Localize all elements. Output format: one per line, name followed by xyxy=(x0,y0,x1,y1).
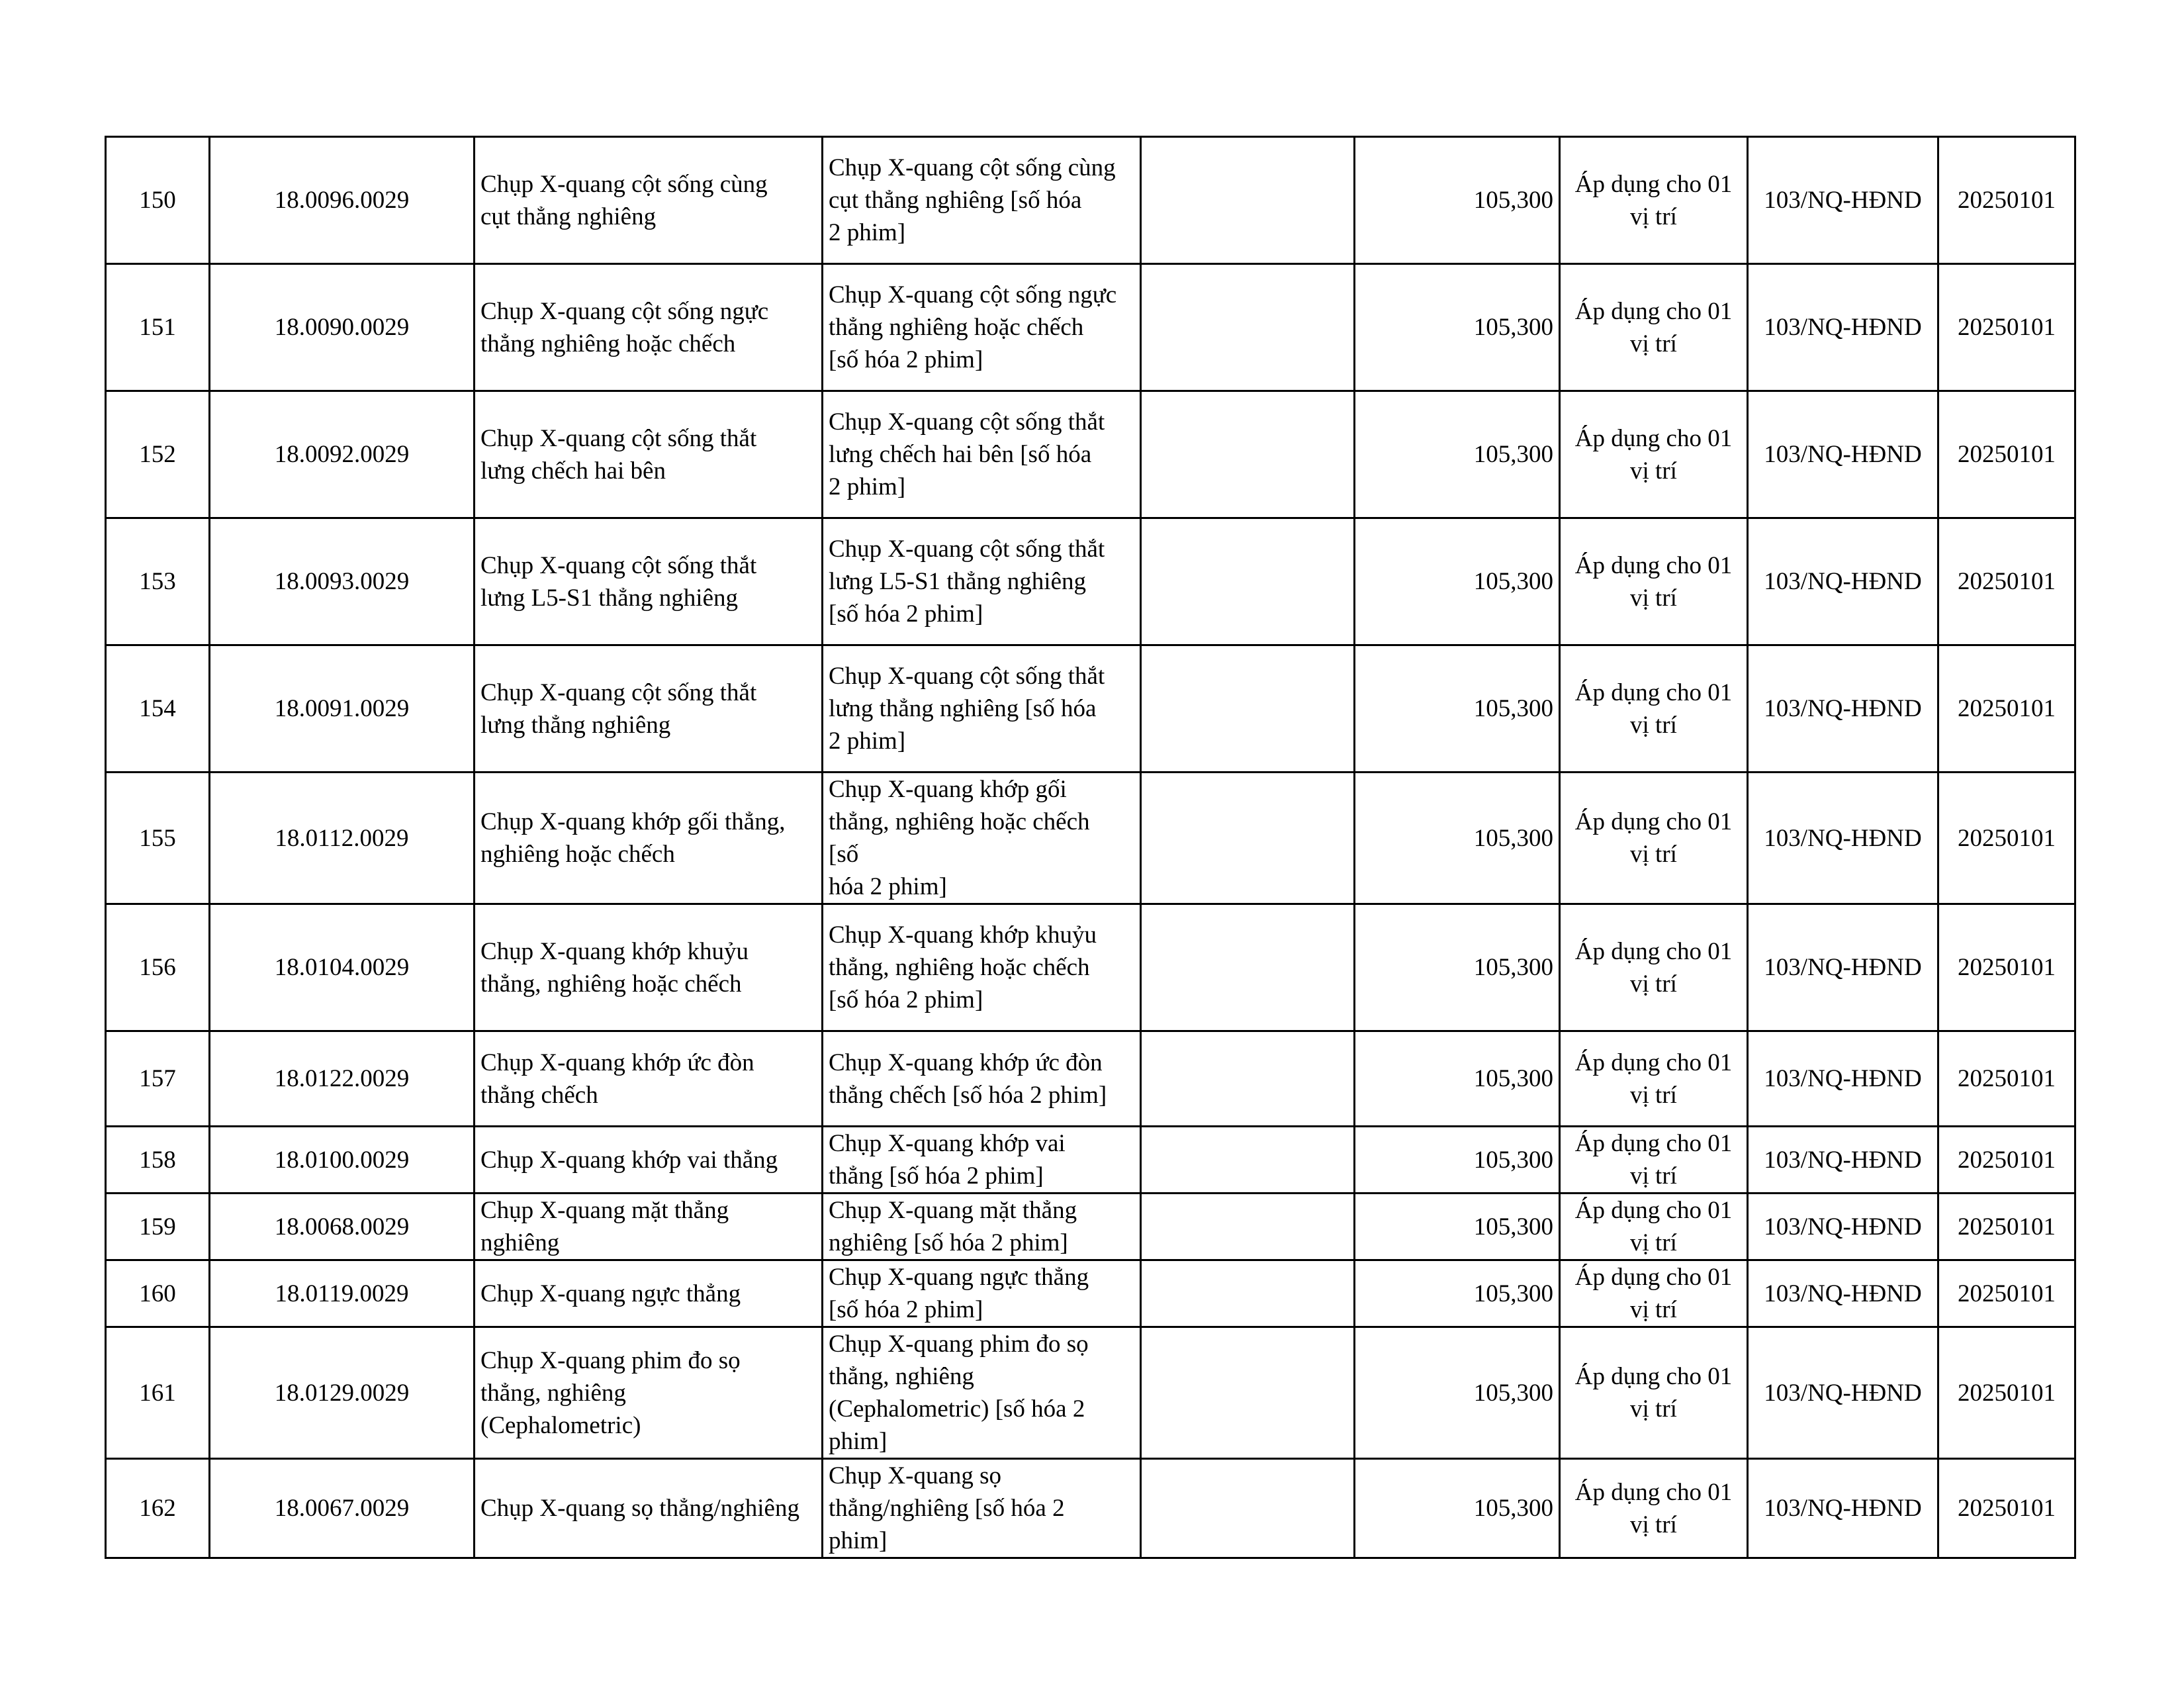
note-cell xyxy=(1560,773,1748,904)
price-cell xyxy=(1355,773,1560,904)
service-name-cell-text: Chụp X-quang khớp gối thẳng, nghiêng hoặc chếch xyxy=(480,808,786,868)
resolution-cell-text: 103/NQ-HĐND xyxy=(1764,1213,1922,1241)
effective-date-cell xyxy=(1938,904,2075,1031)
row-number-cell xyxy=(106,1194,210,1260)
empty-cell xyxy=(1141,1327,1355,1459)
service-description-cell-text: Chụp X-quang sọ thẳng/nghiêng [số hóa 2 phim] xyxy=(829,1462,1065,1554)
price-cell xyxy=(1355,518,1560,645)
row-number-cell xyxy=(106,1031,210,1127)
resolution-cell-text: 103/NQ-HĐND xyxy=(1764,1146,1922,1174)
effective-date-cell xyxy=(1938,518,2075,645)
resolution-cell xyxy=(1748,137,1938,264)
service-description-cell-text: Chụp X-quang cột sống thắt lưng chếch hai bên [số hóa 2 phim] xyxy=(829,408,1105,500)
effective-date-cell-text: 20250101 xyxy=(1958,441,2056,468)
row-number-cell xyxy=(106,1327,210,1459)
service-name-cell-text: Chụp X-quang khớp ức đòn thẳng chếch xyxy=(480,1049,754,1109)
effective-date-cell-text: 20250101 xyxy=(1958,187,2056,214)
resolution-cell xyxy=(1748,1127,1938,1194)
price-cell-text: 105,300 xyxy=(1473,314,1553,341)
price-cell-text: 105,300 xyxy=(1473,1495,1553,1522)
service-code-cell-text: 18.0067.0029 xyxy=(274,1495,410,1522)
note-cell-text: Áp dụng cho 01 vị trí xyxy=(1574,1049,1733,1109)
note-cell xyxy=(1560,1031,1748,1127)
table-row xyxy=(106,391,2075,518)
note-cell-text: Áp dụng cho 01 vị trí xyxy=(1574,551,1733,612)
empty-cell xyxy=(1141,773,1355,904)
service-code-cell xyxy=(210,1327,475,1459)
resolution-cell xyxy=(1748,1031,1938,1127)
service-name-cell xyxy=(475,1327,823,1459)
effective-date-cell xyxy=(1938,391,2075,518)
resolution-cell xyxy=(1748,264,1938,391)
service-name-cell xyxy=(475,391,823,518)
effective-date-cell-text: 20250101 xyxy=(1958,1065,2056,1092)
resolution-cell xyxy=(1748,518,1938,645)
service-description-cell-text: Chụp X-quang khớp ức đòn thẳng chếch [số hóa 2 phim] xyxy=(829,1049,1107,1109)
effective-date-cell xyxy=(1938,645,2075,773)
resolution-cell xyxy=(1748,1194,1938,1260)
price-cell-text: 105,300 xyxy=(1473,1146,1553,1174)
price-cell xyxy=(1355,1327,1560,1459)
service-name-cell-text: Chụp X-quang cột sống thắt lưng thẳng nghiêng xyxy=(480,679,757,739)
service-description-cell xyxy=(823,1127,1141,1194)
service-description-cell-text: Chụp X-quang mặt thẳng nghiêng [số hóa 2 phim] xyxy=(829,1197,1077,1256)
price-cell-text: 105,300 xyxy=(1473,1213,1553,1241)
price-table xyxy=(105,136,2076,1559)
effective-date-cell-text: 20250101 xyxy=(1958,1213,2056,1241)
price-cell xyxy=(1355,1260,1560,1327)
row-number-cell-text: 151 xyxy=(139,314,176,341)
resolution-cell xyxy=(1748,1459,1938,1558)
service-code-cell-text: 18.0093.0029 xyxy=(274,568,410,595)
note-cell-text: Áp dụng cho 01 vị trí xyxy=(1574,424,1733,485)
service-name-cell-text: Chụp X-quang phim đo sọ thẳng, nghiêng (Cephalometric) xyxy=(480,1346,741,1439)
service-name-cell xyxy=(475,1127,823,1194)
row-number-cell xyxy=(106,137,210,264)
effective-date-cell-text: 20250101 xyxy=(1958,1280,2056,1307)
table-row xyxy=(106,1031,2075,1127)
service-description-cell xyxy=(823,391,1141,518)
row-number-cell-text: 160 xyxy=(139,1280,176,1307)
service-description-cell-text: Chụp X-quang cột sống thắt lưng thẳng nghiêng [số hóa 2 phim] xyxy=(829,663,1105,755)
service-name-cell xyxy=(475,1459,823,1558)
resolution-cell xyxy=(1748,1327,1938,1459)
note-cell-text: Áp dụng cho 01 vị trí xyxy=(1574,937,1733,998)
service-code-cell-text: 18.0112.0029 xyxy=(275,824,409,852)
service-name-cell xyxy=(475,264,823,391)
empty-cell xyxy=(1141,518,1355,645)
row-number-cell xyxy=(106,1127,210,1194)
service-code-cell xyxy=(210,1127,475,1194)
price-cell xyxy=(1355,1031,1560,1127)
table-row xyxy=(106,1260,2075,1327)
row-number-cell-text: 157 xyxy=(139,1065,176,1092)
service-code-cell xyxy=(210,1031,475,1127)
resolution-cell-text: 103/NQ-HĐND xyxy=(1764,441,1922,468)
effective-date-cell xyxy=(1938,1260,2075,1327)
row-number-cell-text: 158 xyxy=(139,1146,176,1174)
effective-date-cell xyxy=(1938,773,2075,904)
service-name-cell-text: Chụp X-quang cột sống ngực thẳng nghiêng hoặc chếch xyxy=(480,297,769,357)
service-code-cell-text: 18.0096.0029 xyxy=(274,187,410,214)
effective-date-cell-text: 20250101 xyxy=(1958,568,2056,595)
note-cell xyxy=(1560,264,1748,391)
effective-date-cell-text: 20250101 xyxy=(1958,1146,2056,1174)
price-cell xyxy=(1355,1194,1560,1260)
empty-cell xyxy=(1141,391,1355,518)
resolution-cell-text: 103/NQ-HĐND xyxy=(1764,695,1922,722)
effective-date-cell xyxy=(1938,1127,2075,1194)
service-name-cell-text: Chụp X-quang cột sống cùng cụt thẳng nghiêng xyxy=(480,170,768,230)
service-code-cell xyxy=(210,137,475,264)
row-number-cell xyxy=(106,773,210,904)
price-cell-text: 105,300 xyxy=(1473,695,1553,722)
service-description-cell xyxy=(823,1031,1141,1127)
resolution-cell-text: 103/NQ-HĐND xyxy=(1764,1280,1922,1307)
row-number-cell-text: 156 xyxy=(139,954,176,981)
empty-cell xyxy=(1141,904,1355,1031)
table-row xyxy=(106,904,2075,1031)
resolution-cell-text: 103/NQ-HĐND xyxy=(1764,954,1922,981)
note-cell xyxy=(1560,391,1748,518)
table-row xyxy=(106,1194,2075,1260)
row-number-cell-text: 161 xyxy=(139,1379,176,1407)
service-code-cell-text: 18.0122.0029 xyxy=(274,1065,410,1092)
service-name-cell-text: Chụp X-quang cột sống thắt lưng chếch hai bên xyxy=(480,424,757,485)
service-code-cell xyxy=(210,1260,475,1327)
table-row xyxy=(106,1459,2075,1558)
effective-date-cell xyxy=(1938,1031,2075,1127)
service-description-cell-text: Chụp X-quang cột sống ngực thẳng nghiêng hoặc chếch [số hóa 2 phim] xyxy=(829,281,1117,373)
service-code-cell xyxy=(210,1459,475,1558)
service-description-cell xyxy=(823,1327,1141,1459)
service-code-cell xyxy=(210,1194,475,1260)
price-cell-text: 105,300 xyxy=(1473,187,1553,214)
service-name-cell xyxy=(475,1194,823,1260)
row-number-cell xyxy=(106,904,210,1031)
note-cell xyxy=(1560,1127,1748,1194)
effective-date-cell-text: 20250101 xyxy=(1958,1379,2056,1407)
effective-date-cell xyxy=(1938,264,2075,391)
service-code-cell-text: 18.0091.0029 xyxy=(274,695,410,722)
service-description-cell-text: Chụp X-quang khớp khuỷu thẳng, nghiêng hoặc chếch [số hóa 2 phim] xyxy=(829,921,1097,1013)
table-row xyxy=(106,518,2075,645)
service-description-cell-text: Chụp X-quang cột sống cùng cụt thẳng nghiêng [số hóa 2 phim] xyxy=(829,154,1116,246)
price-cell-text: 105,300 xyxy=(1473,1065,1553,1092)
row-number-cell xyxy=(106,1260,210,1327)
price-cell xyxy=(1355,1459,1560,1558)
service-code-cell-text: 18.0119.0029 xyxy=(275,1280,409,1307)
service-name-cell xyxy=(475,1260,823,1327)
service-code-cell xyxy=(210,645,475,773)
table-row xyxy=(106,137,2075,264)
service-code-cell xyxy=(210,391,475,518)
effective-date-cell-text: 20250101 xyxy=(1958,954,2056,981)
effective-date-cell xyxy=(1938,1194,2075,1260)
effective-date-cell-text: 20250101 xyxy=(1958,824,2056,852)
price-cell xyxy=(1355,1127,1560,1194)
row-number-cell-text: 152 xyxy=(139,441,176,468)
note-cell-text: Áp dụng cho 01 vị trí xyxy=(1574,1264,1733,1323)
effective-date-cell-text: 20250101 xyxy=(1958,314,2056,341)
resolution-cell-text: 103/NQ-HĐND xyxy=(1764,314,1922,341)
service-name-cell-text: Chụp X-quang ngực thẳng xyxy=(480,1280,741,1307)
resolution-cell-text: 103/NQ-HĐND xyxy=(1764,568,1922,595)
service-name-cell xyxy=(475,518,823,645)
table-body xyxy=(106,137,2075,1558)
price-cell xyxy=(1355,904,1560,1031)
note-cell xyxy=(1560,1260,1748,1327)
service-description-cell xyxy=(823,1194,1141,1260)
table-row xyxy=(106,1327,2075,1459)
resolution-cell-text: 103/NQ-HĐND xyxy=(1764,824,1922,852)
price-cell-text: 105,300 xyxy=(1473,824,1553,852)
note-cell-text: Áp dụng cho 01 vị trí xyxy=(1574,808,1733,868)
note-cell xyxy=(1560,1459,1748,1558)
empty-cell xyxy=(1141,1031,1355,1127)
service-name-cell-text: Chụp X-quang khớp khuỷu thẳng, nghiêng hoặc chếch xyxy=(480,937,749,998)
resolution-cell xyxy=(1748,1260,1938,1327)
resolution-cell xyxy=(1748,773,1938,904)
empty-cell xyxy=(1141,1459,1355,1558)
service-description-cell-text: Chụp X-quang khớp vai thẳng [số hóa 2 phim] xyxy=(829,1130,1066,1190)
row-number-cell-text: 153 xyxy=(139,568,176,595)
row-number-cell xyxy=(106,518,210,645)
price-cell-text: 105,300 xyxy=(1473,1280,1553,1307)
note-cell-text: Áp dụng cho 01 vị trí xyxy=(1574,297,1733,357)
service-code-cell-text: 18.0129.0029 xyxy=(274,1379,410,1407)
price-cell-text: 105,300 xyxy=(1473,441,1553,468)
service-code-cell xyxy=(210,773,475,904)
price-cell-text: 105,300 xyxy=(1473,568,1553,595)
resolution-cell-text: 103/NQ-HĐND xyxy=(1764,1495,1922,1522)
service-code-cell xyxy=(210,904,475,1031)
service-description-cell-text: Chụp X-quang khớp gối thẳng, nghiêng hoặc chếch [số hóa 2 phim] xyxy=(829,776,1090,900)
price-cell xyxy=(1355,137,1560,264)
effective-date-cell-text: 20250101 xyxy=(1958,695,2056,722)
service-name-cell xyxy=(475,137,823,264)
note-cell-text: Áp dụng cho 01 vị trí xyxy=(1574,1130,1733,1190)
effective-date-cell xyxy=(1938,137,2075,264)
service-description-cell xyxy=(823,645,1141,773)
resolution-cell xyxy=(1748,904,1938,1031)
price-cell-text: 105,300 xyxy=(1473,954,1553,981)
service-code-cell xyxy=(210,518,475,645)
service-name-cell xyxy=(475,645,823,773)
empty-cell xyxy=(1141,1260,1355,1327)
note-cell-text: Áp dụng cho 01 vị trí xyxy=(1574,679,1733,739)
row-number-cell-text: 150 xyxy=(139,187,176,214)
row-number-cell-text: 162 xyxy=(139,1495,176,1522)
price-cell xyxy=(1355,391,1560,518)
effective-date-cell-text: 20250101 xyxy=(1958,1495,2056,1522)
service-name-cell xyxy=(475,904,823,1031)
service-name-cell-text: Chụp X-quang sọ thẳng/nghiêng xyxy=(480,1495,799,1522)
table-row xyxy=(106,264,2075,391)
resolution-cell xyxy=(1748,391,1938,518)
note-cell-text: Áp dụng cho 01 vị trí xyxy=(1574,1363,1733,1423)
table-row xyxy=(106,773,2075,904)
row-number-cell xyxy=(106,645,210,773)
row-number-cell xyxy=(106,264,210,391)
empty-cell xyxy=(1141,264,1355,391)
service-name-cell xyxy=(475,1031,823,1127)
service-description-cell-text: Chụp X-quang phim đo sọ thẳng, nghiêng (Cephalometric) [số hóa 2 phim] xyxy=(829,1331,1089,1455)
service-description-cell xyxy=(823,1260,1141,1327)
note-cell-text: Áp dụng cho 01 vị trí xyxy=(1574,1478,1733,1538)
service-code-cell-text: 18.0092.0029 xyxy=(274,441,410,468)
note-cell xyxy=(1560,518,1748,645)
service-description-cell xyxy=(823,264,1141,391)
note-cell xyxy=(1560,645,1748,773)
service-code-cell xyxy=(210,264,475,391)
row-number-cell xyxy=(106,1459,210,1558)
empty-cell xyxy=(1141,645,1355,773)
note-cell xyxy=(1560,1327,1748,1459)
service-code-cell-text: 18.0068.0029 xyxy=(274,1213,410,1241)
row-number-cell-text: 155 xyxy=(139,824,176,852)
service-description-cell xyxy=(823,904,1141,1031)
empty-cell xyxy=(1141,1127,1355,1194)
service-code-cell-text: 18.0090.0029 xyxy=(274,314,410,341)
service-code-cell-text: 18.0100.0029 xyxy=(274,1146,410,1174)
effective-date-cell xyxy=(1938,1459,2075,1558)
service-description-cell xyxy=(823,773,1141,904)
note-cell xyxy=(1560,1194,1748,1260)
effective-date-cell xyxy=(1938,1327,2075,1459)
service-name-cell-text: Chụp X-quang cột sống thắt lưng L5-S1 thẳng nghiêng xyxy=(480,551,757,612)
row-number-cell-text: 154 xyxy=(139,695,176,722)
service-description-cell-text: Chụp X-quang ngực thẳng [số hóa 2 phim] xyxy=(829,1264,1089,1323)
service-name-cell-text: Chụp X-quang mặt thẳng nghiêng xyxy=(480,1197,729,1256)
resolution-cell xyxy=(1748,645,1938,773)
resolution-cell-text: 103/NQ-HĐND xyxy=(1764,1065,1922,1092)
note-cell-text: Áp dụng cho 01 vị trí xyxy=(1574,170,1733,230)
service-name-cell-text: Chụp X-quang khớp vai thẳng xyxy=(480,1146,778,1174)
service-name-cell xyxy=(475,773,823,904)
price-cell-text: 105,300 xyxy=(1473,1379,1553,1407)
service-description-cell-text: Chụp X-quang cột sống thắt lưng L5-S1 thẳng nghiêng [số hóa 2 phim] xyxy=(829,536,1105,628)
price-cell xyxy=(1355,264,1560,391)
service-description-cell xyxy=(823,137,1141,264)
resolution-cell-text: 103/NQ-HĐND xyxy=(1764,187,1922,214)
note-cell xyxy=(1560,904,1748,1031)
table-row xyxy=(106,645,2075,773)
row-number-cell xyxy=(106,391,210,518)
resolution-cell-text: 103/NQ-HĐND xyxy=(1764,1379,1922,1407)
note-cell-text: Áp dụng cho 01 vị trí xyxy=(1574,1197,1733,1256)
row-number-cell-text: 159 xyxy=(139,1213,176,1241)
service-description-cell xyxy=(823,518,1141,645)
service-description-cell xyxy=(823,1459,1141,1558)
empty-cell xyxy=(1141,1194,1355,1260)
table-row xyxy=(106,1127,2075,1194)
note-cell xyxy=(1560,137,1748,264)
service-code-cell-text: 18.0104.0029 xyxy=(274,954,410,981)
price-cell xyxy=(1355,645,1560,773)
empty-cell xyxy=(1141,137,1355,264)
